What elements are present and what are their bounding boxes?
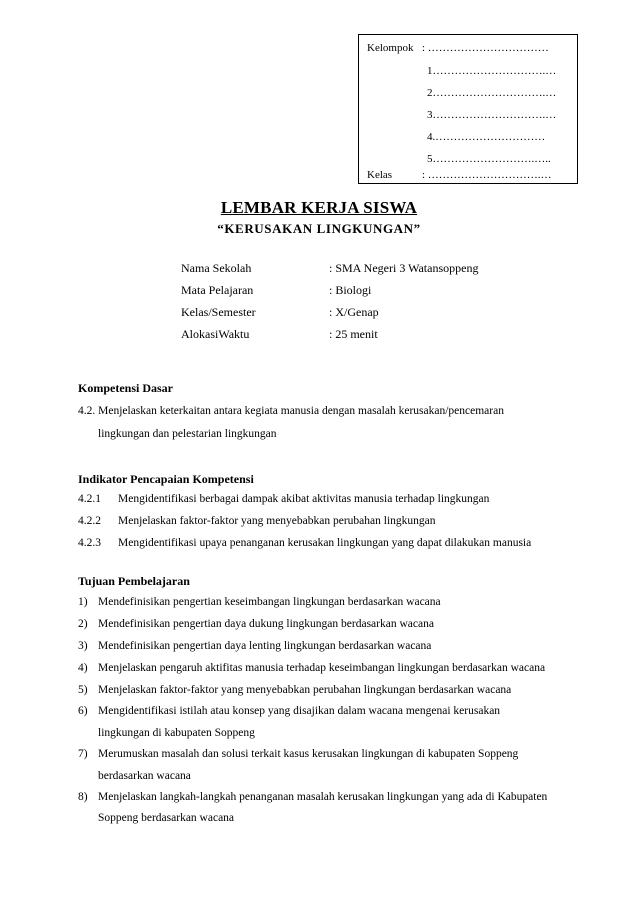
tujuan-text-4: Menjelaskan pengaruh aktifitas manusia terhadap keseimbangan lingkungan berdasarkan wacana — [98, 662, 546, 674]
tujuan-heading: Tujuan Pembelajaran — [78, 574, 190, 588]
indikator-text-2: Menjelaskan faktor-faktor yang menyebabkan perubahan lingkungan — [118, 515, 436, 527]
member-line-3: 3………………………….… — [427, 109, 557, 121]
tujuan-text-6-line-1: Mengidentifikasi istilah atau konsep yang disajikan dalam wacana mengenai kerusakan — [98, 705, 501, 717]
kompetensi-dasar-heading: Kompetensi Dasar — [78, 381, 173, 395]
member-line-4: 4.………………………… — [427, 131, 546, 143]
tujuan-text-1: Mendefinisikan pengertian keseimbangan lingkungan berdasarkan wacana — [98, 596, 441, 608]
member-line-1: 1………………………….… — [427, 65, 557, 77]
tujuan-text-2: Mendefinisikan pengertian daya dukung lingkungan berdasarkan wacana — [98, 618, 434, 630]
kelompok-label: Kelompok — [367, 42, 414, 54]
kelas-label: Kelas — [367, 169, 393, 181]
indikator-num-1: 4.2.1 — [78, 493, 101, 505]
info-value-subject: : Biologi — [329, 283, 372, 297]
kelas-value: : ………………………….… — [422, 169, 552, 181]
tujuan-num-2: 2) — [78, 618, 88, 630]
info-value-time: : 25 menit — [329, 327, 378, 341]
info-value-school: : SMA Negeri 3 Watansoppeng — [329, 261, 479, 275]
tujuan-text-7-line-2: berdasarkan wacana — [98, 770, 191, 782]
page-subtitle: “KERUSAKAN LINGKUNGAN” — [217, 221, 421, 236]
tujuan-num-3: 3) — [78, 640, 88, 652]
group-box — [358, 34, 578, 184]
tujuan-text-3: Mendefinisikan pengertian daya lenting lingkungan berdasarkan wacana — [98, 640, 432, 652]
indikator-num-3: 4.2.3 — [78, 537, 101, 549]
indikator-heading: Indikator Pencapaian Kompetensi — [78, 472, 254, 486]
kompetensi-dasar-line-2: lingkungan dan pelestarian lingkungan — [98, 428, 277, 440]
member-line-2: 2………………………….… — [427, 87, 557, 99]
kelompok-value: : …………………………… — [422, 42, 549, 54]
info-label-class: Kelas/Semester — [181, 305, 256, 319]
indikator-text-1: Mengidentifikasi berbagai dampak akibat aktivitas manusia terhadap lingkungan — [118, 493, 490, 505]
tujuan-text-8-line-1: Menjelaskan langkah-langkah penanganan masalah kerusakan lingkungan yang ada di Kabupaten — [98, 791, 548, 803]
info-value-class: : X/Genap — [329, 305, 379, 319]
tujuan-num-5: 5) — [78, 684, 88, 696]
page-title: LEMBAR KERJA SISWA — [220, 198, 418, 217]
tujuan-text-7-line-1: Merumuskan masalah dan solusi terkait kasus kerusakan lingkungan di kabupaten Soppeng — [98, 748, 519, 760]
indikator-num-2: 4.2.2 — [78, 515, 101, 527]
tujuan-text-5: Menjelaskan faktor-faktor yang menyebabkan perubahan lingkungan berdasarkan wacana — [98, 684, 512, 696]
kompetensi-dasar-line-1: 4.2. Menjelaskan keterkaitan antara kegiata manusia dengan masalah kerusakan/pencemaran — [78, 405, 504, 417]
tujuan-num-1: 1) — [78, 596, 88, 608]
info-label-school: Nama Sekolah — [181, 261, 252, 275]
member-line-5: 5……………………….….. — [427, 153, 551, 165]
tujuan-text-6-line-2: lingkungan di kabupaten Soppeng — [98, 727, 255, 739]
indikator-text-3: Mengidentifikasi upaya penanganan kerusakan lingkungan yang dapat dilakukan manusia — [118, 537, 532, 549]
info-label-subject: Mata Pelajaran — [181, 283, 254, 297]
info-label-time: AlokasiWaktu — [181, 327, 250, 341]
tujuan-num-8: 8) — [78, 791, 88, 803]
tujuan-num-4: 4) — [78, 662, 88, 674]
tujuan-text-8-line-2: Soppeng berdasarkan wacana — [98, 812, 235, 824]
tujuan-num-7: 7) — [78, 748, 88, 760]
tujuan-num-6: 6) — [78, 705, 88, 717]
